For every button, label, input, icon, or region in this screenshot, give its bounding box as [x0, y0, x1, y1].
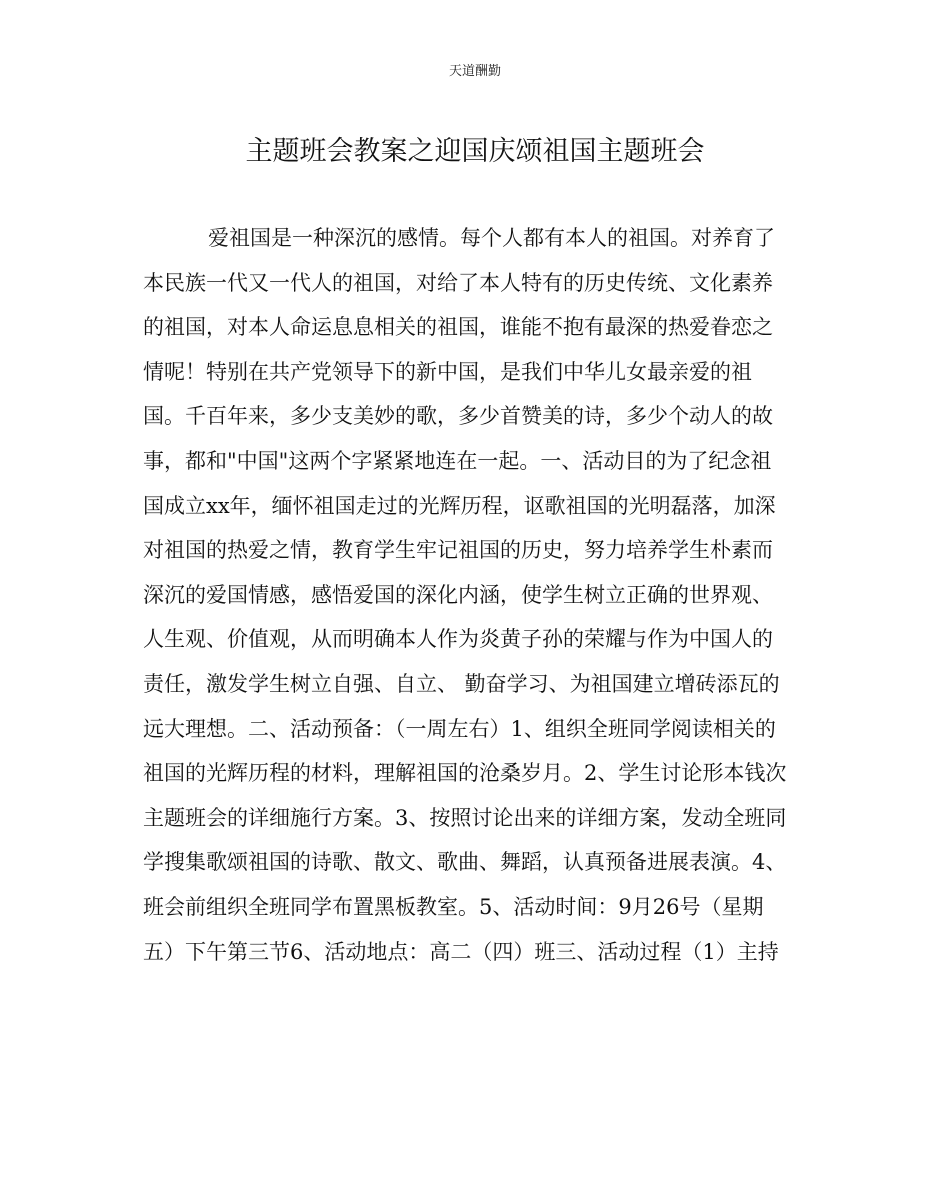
paragraph-line: 深沉的爱国情感，感悟爱国的深化内涵，使学生树立正确的世界观、	[143, 582, 773, 607]
paragraph-line: 主题班会的详细施行方案。3、按照讨论出来的详细方案，发动全班同	[143, 805, 787, 830]
document-body	[143, 221, 813, 979]
paragraph-line: 事，都和"中国"这两个字紧紧地连在一起。一、活动目的为了纪念祖	[143, 448, 772, 473]
paragraph-line: 国成立xx年，缅怀祖国走过的光辉历程，讴歌祖国的光明磊落，加深	[143, 493, 776, 518]
paragraph-line: 本民族一代又一代人的祖国，对给了本人特有的历史传统、文化素养	[143, 270, 773, 295]
paragraph-line: 学搜集歌颂祖国的诗歌、散文、歌曲、舞蹈，认真预备进展表演。4、	[143, 850, 787, 875]
paragraph-line: 国。千百年来，多少支美妙的歌，多少首赞美的诗，多少个动人的故	[143, 404, 773, 429]
paragraph-line: 远大理想。二、活动预备：（一周左右）1、组织全班同学阅读相关的	[143, 716, 776, 741]
paragraph-line: 对祖国的热爱之情，教育学生牢记祖国的历史，努力培养学生朴素而	[143, 538, 773, 563]
paragraph-line: 爱祖国是一种深沉的感情。每个人都有本人的祖国。对养育了	[208, 226, 775, 250]
paragraph-line: 情呢！特别在共产党领导下的新中国，是我们中华儿女最亲爱的祖	[143, 359, 752, 384]
paragraph-line: 责任，激发学生树立自强、自立、 勤奋学习、为祖国建立增砖添瓦的	[143, 671, 780, 696]
document-title: 主题班会教案之迎国庆颂祖国主题班会	[245, 136, 705, 167]
paragraph-line: 人生观、价值观，从而明确本人作为炎黄子孙的荣耀与作为中国人的	[143, 627, 773, 652]
paragraph-line: 班会前组织全班同学布置黑板教室。5、活动时间：9月26号（星期	[143, 894, 764, 919]
page-header: 天道酬勤	[448, 64, 501, 79]
paragraph-line: 的祖国，对本人命运息息相关的祖国，谁能不抱有最深的热爱眷恋之	[143, 315, 773, 340]
paragraph-line: 五）下午第三节6、活动地点：高二（四）班三、活动过程（1）主持	[143, 939, 779, 964]
paragraph-line: 祖国的光辉历程的材料，理解祖国的沧桑岁月。2、学生讨论形本钱次	[143, 761, 787, 786]
